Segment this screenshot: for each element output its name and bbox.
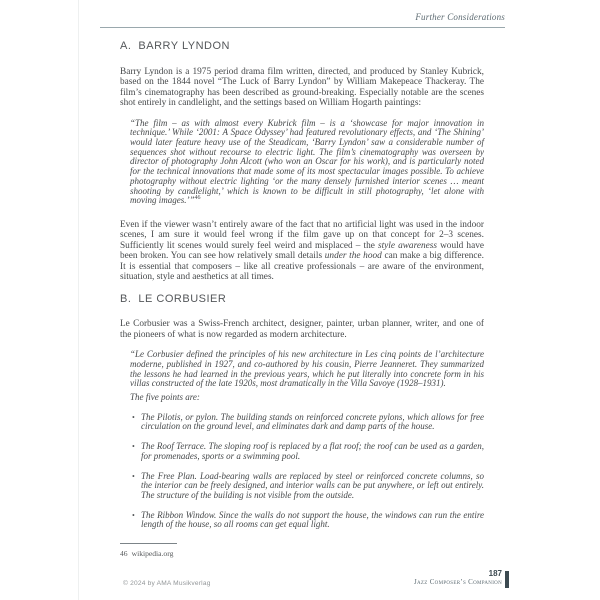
section-b-quote: “Le Corbusier defined the principles of his new architecture in Les cinq points de l’architecture moderne, published in 1927, and co-authored by his cousin, Pierre Jeanneret. They summarized the lessons he had learned in the previous years, which he put literally into concrete form in his villas constructed of the late 1920s, most dramatically in the Villa Savoye (1928–1931). xyxy=(130,349,484,389)
bullet-icon: • xyxy=(132,412,135,422)
section-b-letter: B. xyxy=(120,293,132,306)
list-item xyxy=(132,511,484,530)
list-item xyxy=(132,442,484,461)
footnote-marker-superscript: 46 xyxy=(194,195,201,202)
section-b-heading xyxy=(120,293,484,305)
running-header: Further Considerations xyxy=(415,12,505,22)
page-number: 187 xyxy=(488,569,502,578)
footer-accent-bar xyxy=(505,571,509,588)
section-a-quote-text: “The film – as with almost every Kubrick film – is a ‘showcase for major innovation in technique.’ While ‘2001: A Space Odyssey’ had featured revolutionary effects, and ‘The Shining’ would later feature heavy use of the Steadicam, ‘Barry Lyndon’ saw a considerable number of sequences shot without recourse to electric light. The film’s cinematography was overseen by director of photography John Alcott (who won an Oscar for his work), and is particularly noted for the technical innovations that made some of its most spectacular images possible. To achieve photography without electric lighting ‘or the many densely furnished interior scenes … meant shooting by candlelight,’ which is known to be difficult in still photography, ‘let alone with moving images.’” xyxy=(130,117,484,206)
list-item-text: The Ribbon Window. Since the walls do not support the house, the windows can run the entire length of the house, so all rooms can get equal light. xyxy=(141,509,484,530)
list-item xyxy=(132,472,484,501)
five-points-lead-in: The five points are: xyxy=(130,392,200,403)
section-a-quote xyxy=(120,119,484,206)
section-a-heading xyxy=(120,40,484,52)
page-content xyxy=(120,40,484,540)
section-b-intro: Le Corbusier was a Swiss-French architect, designer, painter, urban planner, writer, and one of the pioneers of what is now regarded as modern architecture. xyxy=(120,319,484,340)
list-item-text: The Free Plan. Load-bearing walls are replaced by steel or reinforced concrete columns, so the interior can be freely designed, and interior walls can be put anywhere, or left out entirely. The structure of the building is not visible from the outside. xyxy=(141,470,484,500)
five-points-list xyxy=(120,413,484,530)
footnote-source: wikipedia.org xyxy=(131,549,174,558)
footnote-rule xyxy=(120,543,177,544)
list-item xyxy=(132,413,484,432)
section-a-letter: A. xyxy=(120,40,132,52)
page-left-edge xyxy=(78,0,79,600)
book-title: Jazz Composer’s Companion xyxy=(414,578,502,586)
bullet-icon: • xyxy=(132,510,135,520)
section-b-title: LE CORBUSIER xyxy=(138,293,227,306)
footnote-number: 46 xyxy=(120,549,128,558)
section-a-title: BARRY LYNDON xyxy=(138,40,230,52)
header-rule xyxy=(100,27,505,28)
list-item-text: The Roof Terrace. The sloping roof is replaced by a flat roof; the roof can be used as a garden, for promenades, sports or a swimming pool. xyxy=(141,441,484,461)
bullet-icon: • xyxy=(132,442,135,452)
copyright-notice: © 2024 by AMA Musikverlag xyxy=(123,580,211,587)
footnote xyxy=(120,549,173,558)
bullet-icon: • xyxy=(132,471,135,481)
section-a-discussion: Even if the viewer wasn’t entirely aware of the fact that no artificial light was used in the indoor scenes, I am sure it would feel wrong if the film gave up on that concept for 2–3 scenes. Sufficiently lit scenes would surely feel weird and misplaced – the style awareness would have been broken. You can see how relatively small details under the hood can make a big difference. It is essential that composers – like all creative professionals – are aware of the environment, situation, style and aesthetics at all times. xyxy=(120,219,485,282)
section-a-intro: Barry Lyndon is a 1975 period drama film written, directed, and produced by Stanley Kubrick, based on the 1844 novel “The Luck of Barry Lyndon” by William Makepeace Thackeray. The film’s cinematography has been described as ground-breaking. Especially notable are the scenes shot entirely in candlelight, and the settings based on William Hogarth paintings: xyxy=(120,67,484,109)
list-item-text: The Pilotis, or pylon. The building stands on reinforced concrete pylons, which allows for free circulation on the ground level, and eliminates dark and damp parts of the house. xyxy=(141,411,484,432)
